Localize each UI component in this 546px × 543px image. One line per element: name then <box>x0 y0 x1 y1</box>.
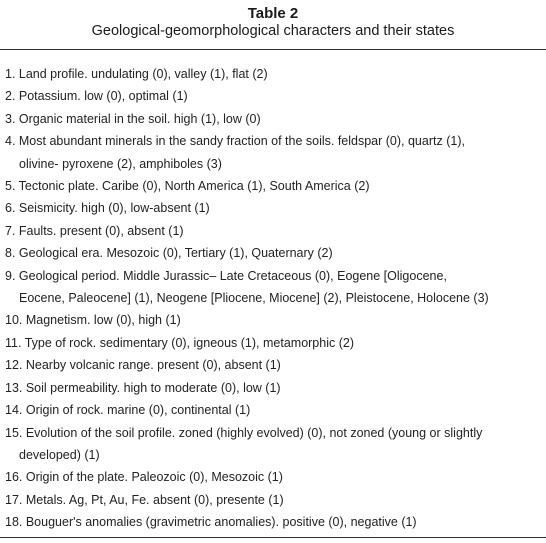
item-text: 3. Organic material in the soil. high (1), low (0) <box>5 111 261 126</box>
character-item-6 <box>5 197 545 219</box>
character-item-7 <box>5 220 545 242</box>
item-text: 12. Nearby volcanic range. present (0), absent (1) <box>5 358 281 373</box>
item-text: 10. Magnetism. low (0), high (1) <box>5 313 181 328</box>
item-text: 2. Potassium. low (0), optimal (1) <box>5 89 188 104</box>
table-title: Table 2 <box>247 5 299 22</box>
item-text-continuation: developed) (1) <box>19 447 100 462</box>
character-item-14 <box>5 399 545 421</box>
character-item-10 <box>5 309 545 331</box>
character-item-17 <box>5 489 545 511</box>
character-item-13 <box>5 377 545 399</box>
table-caption: Geological-geomorphological characters and their states <box>91 23 455 39</box>
item-text: 5. Tectonic plate. Caribe (0), North America (1), South America (2) <box>5 179 370 194</box>
character-item-2 <box>5 85 545 107</box>
top-rule <box>0 49 546 50</box>
item-text: 15. Evolution of the soil profile. zoned (highly evolved) (0), not zoned (young or slightly <box>5 425 483 440</box>
item-text: 8. Geological era. Mesozoic (0), Tertiary (1), Quaternary (2) <box>5 246 333 261</box>
item-text: 4. Most abundant minerals in the sandy fraction of the soils. feldspar (0), quartz (1), <box>5 134 465 149</box>
item-text: 6. Seismicity. high (0), low-absent (1) <box>5 201 210 216</box>
item-text-continuation: olivine- pyroxene (2), amphiboles (3) <box>19 156 222 171</box>
item-text: 11. Type of rock. sedimentary (0), igneous (1), metamorphic (2) <box>5 335 354 350</box>
character-item-16 <box>5 466 545 488</box>
item-text: 7. Faults. present (0), absent (1) <box>5 223 184 238</box>
character-item-18 <box>5 511 545 533</box>
item-text: 18. Bouguer's anomalies (gravimetric anomalies). positive (0), negative (1) <box>5 515 417 530</box>
item-text: 16. Origin of the plate. Paleozoic (0), Mesozoic (1) <box>5 470 283 485</box>
character-item-4 <box>5 130 545 175</box>
item-text: 17. Metals. Ag, Pt, Au, Fe. absent (0), presente (1) <box>5 492 284 507</box>
character-item-8 <box>5 242 545 264</box>
character-item-1 <box>5 63 545 85</box>
character-item-5 <box>5 175 545 197</box>
character-item-9 <box>5 265 545 310</box>
item-text: 9. Geological period. Middle Jurassic– Late Cretaceous (0), Eogene [Oligocene, <box>5 268 447 283</box>
item-text: 14. Origin of rock. marine (0), continental (1) <box>5 403 251 418</box>
character-item-15 <box>5 422 545 467</box>
item-text: 1. Land profile. undulating (0), valley (1), flat (2) <box>5 67 268 81</box>
character-item-3 <box>5 108 545 130</box>
character-list <box>5 63 545 534</box>
character-item-11 <box>5 332 545 354</box>
character-item-12 <box>5 354 545 376</box>
item-text-continuation: Eocene, Paleocene] (1), Neogene [Pliocene, Miocene] (2), Pleistocene, Holocene (3) <box>19 291 489 306</box>
bottom-rule <box>0 537 546 538</box>
item-text: 13. Soil permeability. high to moderate (0), low (1) <box>5 380 281 395</box>
